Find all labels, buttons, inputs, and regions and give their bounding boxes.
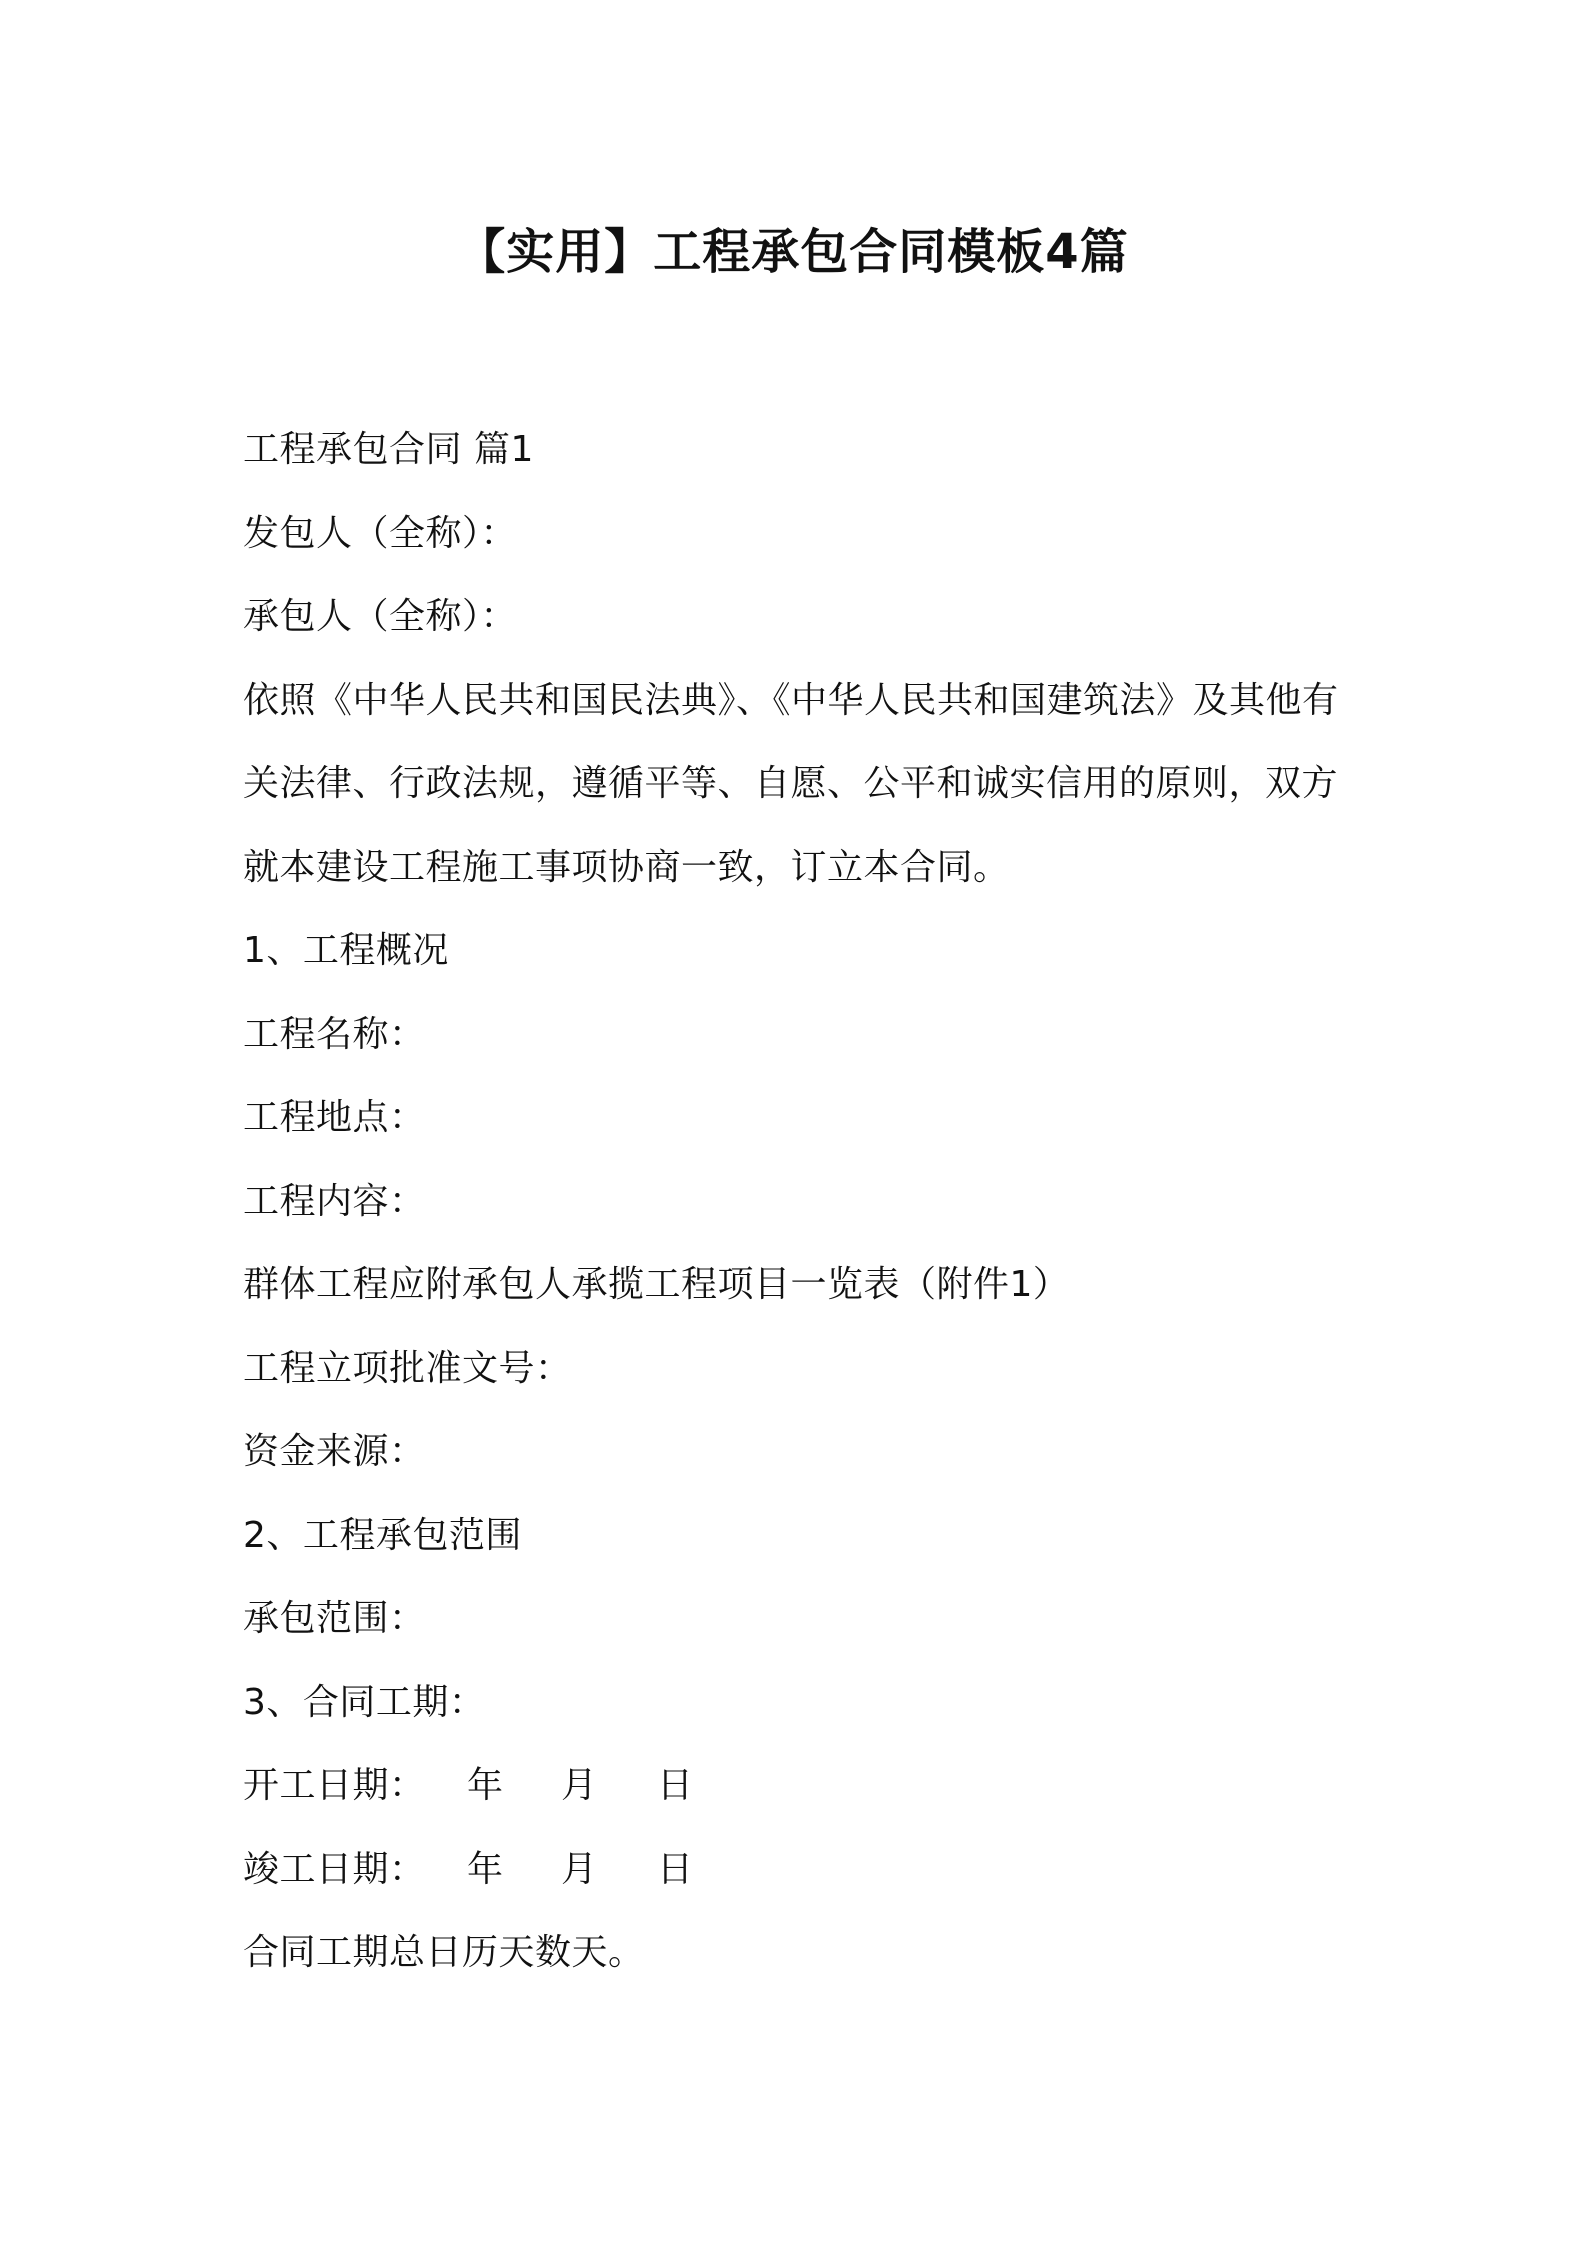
start-date-label: 开工日期： <box>243 1765 426 1806</box>
end-date-day: 日 <box>657 1848 694 1890</box>
end-date-year: 年 <box>467 1848 504 1890</box>
preamble-line-2: 关法律、行政法规，遵循平等、自愿、公平和诚实信用的原则，双方 <box>243 763 1339 804</box>
document-title: 【实用】工程承包合同模板4篇 <box>457 224 1129 280</box>
approval-number-line: 工程立项批准文号： <box>243 1347 572 1389</box>
scope-line: 承包范围： <box>243 1598 426 1639</box>
end-date-month: 月 <box>561 1848 598 1890</box>
start-date-month: 月 <box>561 1765 598 1806</box>
total-days-line: 合同工期总日历天数天。 <box>243 1932 645 1973</box>
project-content-line: 工程内容： <box>243 1180 426 1222</box>
start-date-day: 日 <box>657 1765 694 1806</box>
contract-heading: 工程承包合同 篇1 <box>243 429 534 470</box>
funding-source-line: 资金来源： <box>243 1431 426 1472</box>
start-date-year: 年 <box>467 1765 504 1806</box>
employer-line: 发包人（全称）： <box>243 512 518 554</box>
project-list-line: 群体工程应附承包人承揽工程项目一览表（附件1） <box>243 1264 1070 1305</box>
section-2-heading: 2、工程承包范围 <box>243 1514 522 1556</box>
section-1-heading: 1、工程概况 <box>243 930 449 971</box>
document-body <box>243 408 1363 1995</box>
project-name-line: 工程名称： <box>243 1013 426 1055</box>
contractor-line: 承包人（全称）： <box>243 596 518 637</box>
start-date-line <box>243 1744 1363 1828</box>
end-date-label: 竣工日期： <box>243 1848 426 1890</box>
section-3-heading: 3、合同工期： <box>243 1681 486 1723</box>
preamble-line-1: 依照《中华人民共和国民法典》、《中华人民共和国建筑法》及其他有 <box>243 679 1339 721</box>
project-location-line: 工程地点： <box>243 1097 426 1138</box>
end-date-line <box>243 1828 1363 1912</box>
preamble-line-3: 就本建设工程施工事项协商一致，订立本合同。 <box>243 846 1010 888</box>
